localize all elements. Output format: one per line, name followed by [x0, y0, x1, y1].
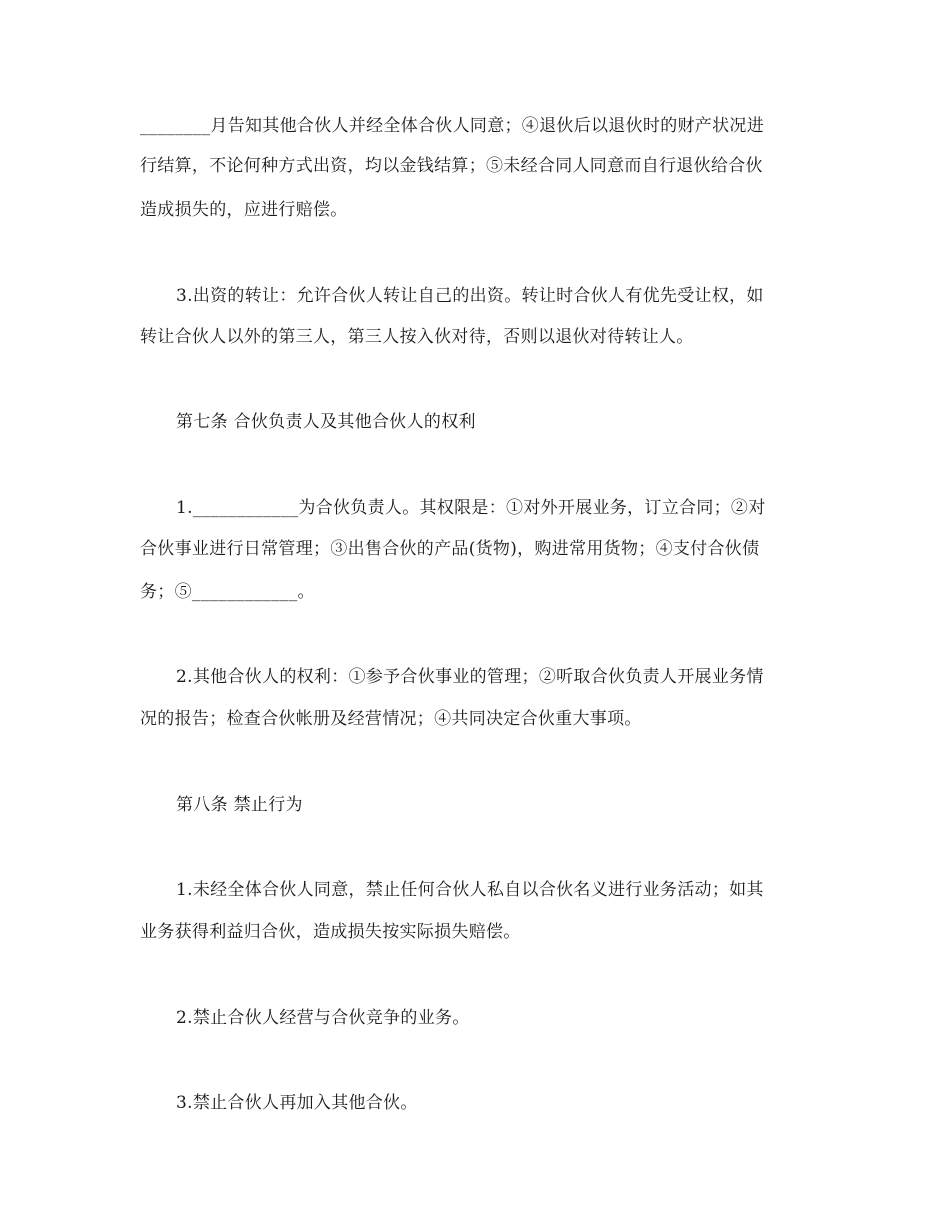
text-line: ________月告知其他合伙人并经全体合伙人同意；④退伙后以退伙时的财产状况进 — [140, 116, 764, 136]
paragraph-prohibition-2: 2.禁止合伙人经营与合伙竞争的业务。 — [176, 1008, 470, 1028]
text-line: 行结算，不论何种方式出资，均以金钱结算；⑤未经合同人同意而自行退伙给合伙 — [140, 156, 763, 176]
text-line: 2.其他合伙人的权利：①参予合伙事业的管理；②听取合伙负责人开展业务情 — [176, 667, 764, 687]
text-line: 1.____________为合伙负责人。其权限是：①对外开展业务，订立合同；②对 — [176, 498, 766, 518]
text-line: 况的报告；检查合伙帐册及经营情况；④共同决定合伙重大事项。 — [140, 709, 642, 729]
text-line: 转让合伙人以外的第三人，第三人按入伙对待，否则以退伙对待转让人。 — [140, 327, 694, 347]
article-eight-heading: 第八条 禁止行为 — [176, 795, 303, 815]
text-line: 合伙事业进行日常管理；③出售合伙的产品(货物)，购进常用货物；④支付合伙债 — [140, 539, 760, 559]
text-line: 造成损失的，应进行赔偿。 — [140, 200, 348, 220]
text-line: 务；⑤____________。 — [140, 582, 315, 602]
text-line: 1.未经全体合伙人同意，禁止任何合伙人私自以合伙名义进行业务活动；如其 — [176, 880, 764, 900]
article-seven-heading: 第七条 合伙负责人及其他合伙人的权利 — [176, 412, 476, 432]
paragraph-prohibition-3: 3.禁止合伙人再加入其他合伙。 — [176, 1093, 418, 1113]
text-line: 3.出资的转让：允许合伙人转让自己的出资。转让时合伙人有优先受让权，如 — [176, 286, 764, 306]
text-line: 业务获得利益归合伙，造成损失按实际损失赔偿。 — [140, 922, 521, 942]
